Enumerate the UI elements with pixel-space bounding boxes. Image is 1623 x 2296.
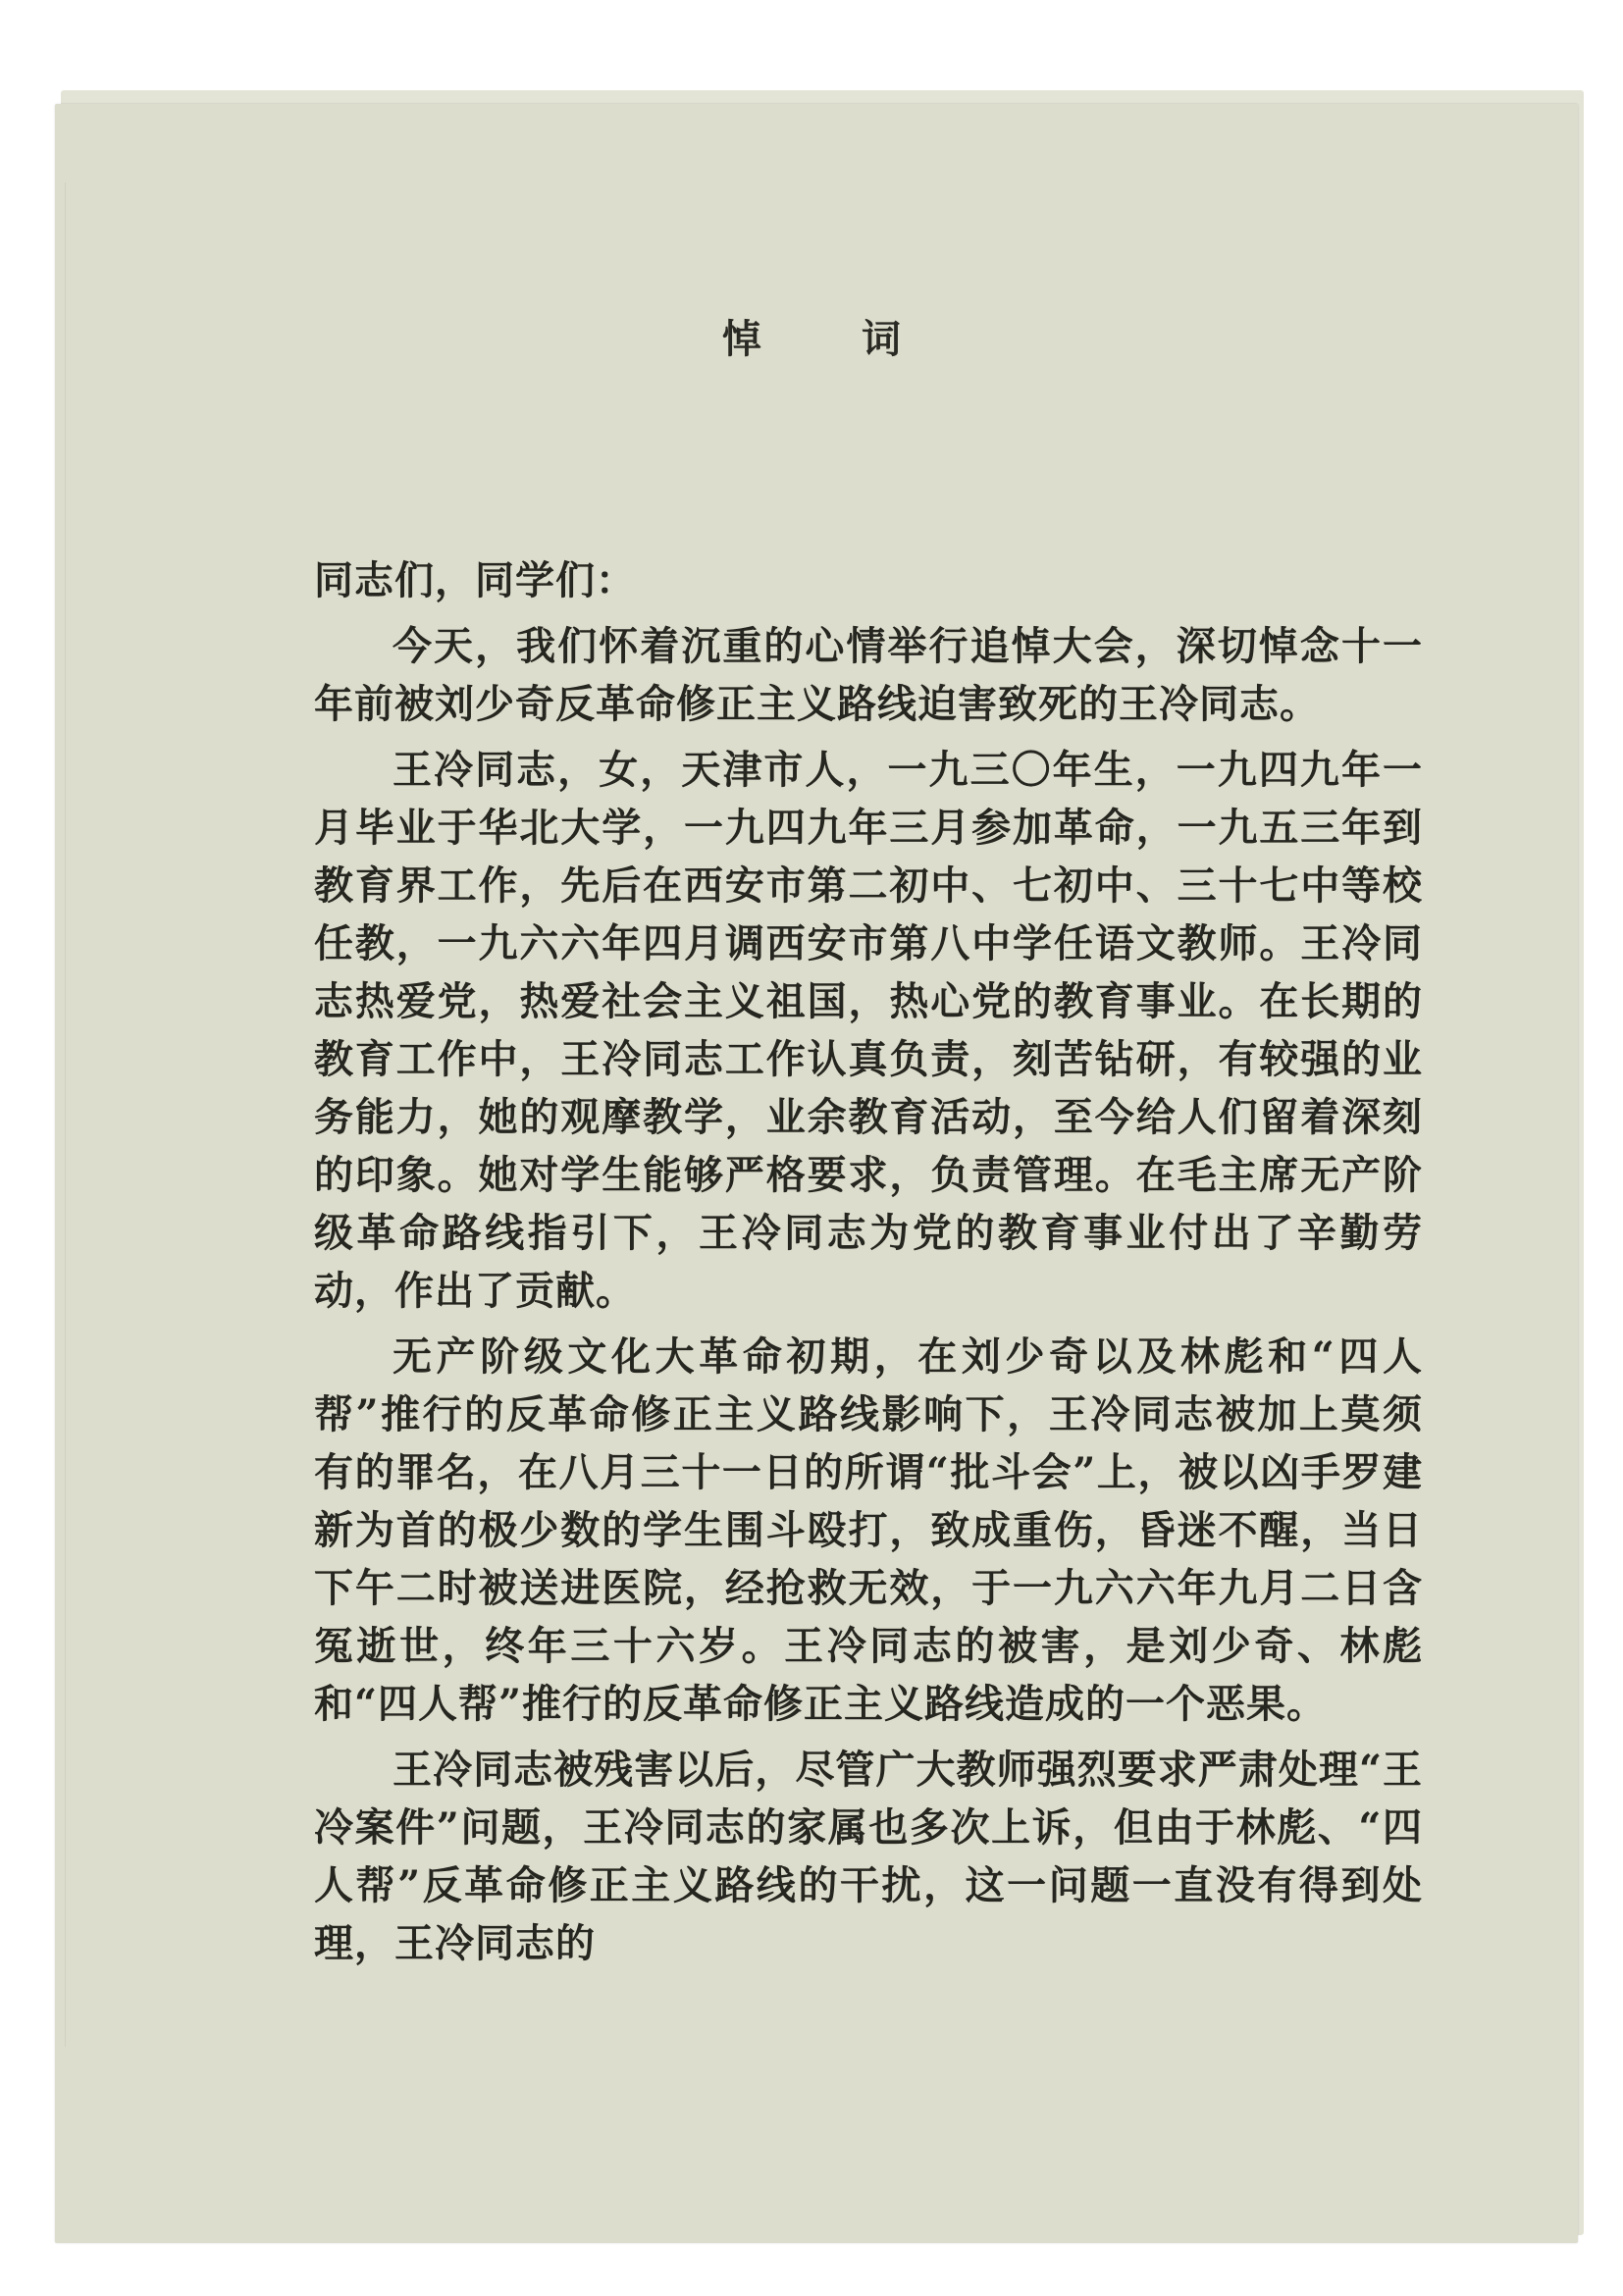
document-title: 悼 词 xyxy=(722,316,944,362)
document-body xyxy=(314,551,1423,1980)
salutation: 同志们，同学们： xyxy=(314,557,636,603)
paragraph-2: 王冷同志，女，天津市人，一九三〇年生，一九四九年一月毕业于华北大学，一九四九年三月参加革命，一九五三年到教育界工作，先后在西安市第二初中、七初中、三十七中等校任教，一九六六年四月调西安市第八中学任语文教师。王冷同志热爱党，热爱社会主义祖国，热心党的教育事业。在长期的教育工作中，王冷同志工作认真负责，刻苦钻研，有较强的业务能力，她的观摩教学，业余教育活动，至今给人们留着深刻的印象。她对学生能够严格要求，负责管理。在毛主席无产阶级革命路线指引下，王冷同志为党的教育事业付出了辛勤劳动，作出了贡献。 xyxy=(314,747,1423,1314)
paragraph-1: 今天，我们怀着沉重的心情举行追悼大会，深切悼念十一年前被刘少奇反革命修正主义路线迫害致死的王冷同志。 xyxy=(314,623,1423,727)
paragraph-4: 王冷同志被残害以后，尽管广大教师强烈要求严肃处理“王冷案件”问题，王冷同志的家属也多次上诉，但由于林彪、“四人帮”反革命修正主义路线的干扰，这一问题一直没有得到处理，王冷同志的 xyxy=(314,1747,1423,1966)
paragraph-3: 无产阶级文化大革命初期，在刘少奇以及林彪和“四人帮”推行的反革命修正主义路线影响下，王冷同志被加上莫须有的罪名，在八月三十一日的所谓“批斗会”上，被以凶手罗建新为首的极少数的学生围斗殴打，致成重伤，昏迷不醒，当日下午二时被送进医院，经抢救无效，于一九六六年九月二日含冤逝世，终年三十六岁。王冷同志的被害，是刘少奇、林彪和“四人帮”推行的反革命修正主义路线造成的一个恶果。 xyxy=(314,1333,1423,1727)
